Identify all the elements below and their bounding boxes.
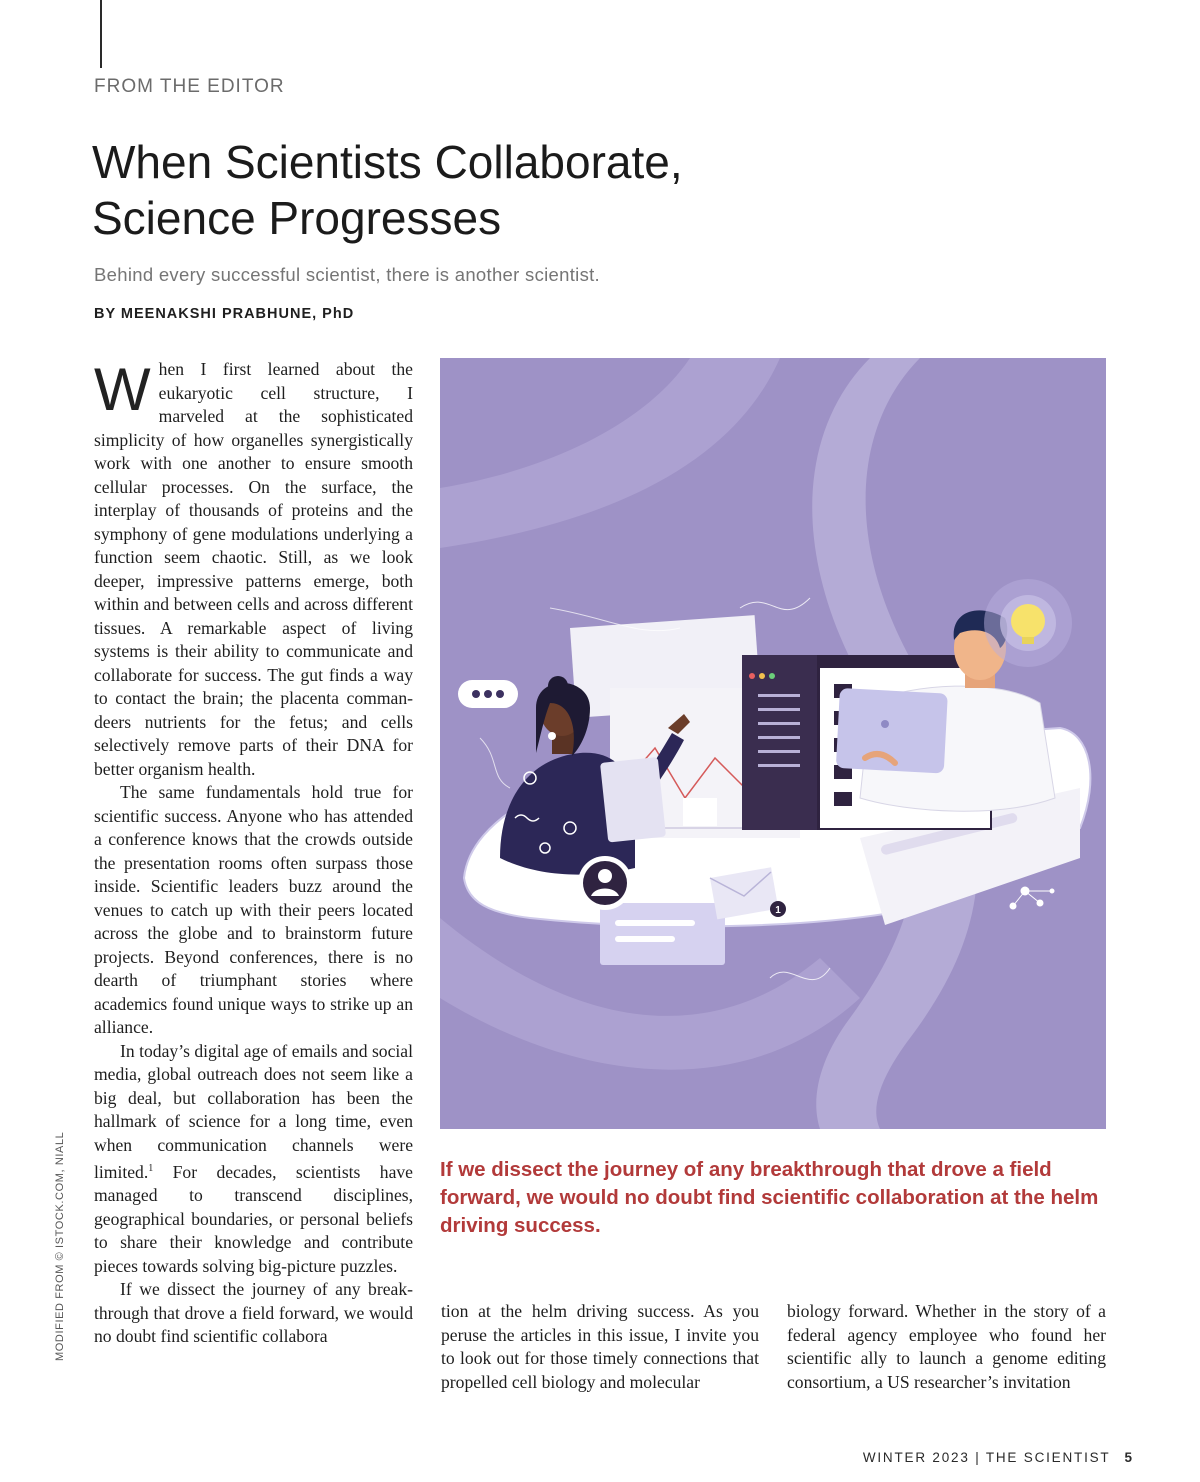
article-subtitle: Behind every successful scientist, there is another scientist. <box>94 264 600 285</box>
light-bulb-icon <box>1011 604 1045 638</box>
paragraph-2: The same fundamentals hold true for scientific success. Anyone who has attended a conference knows that the crowds outside the presentation rooms often surpass those inside. Scientific leaders buzz around the venues to catch up with their peers located across the globe and to brainstorm future projects. Beyond conferences, there is no dearth of triumphant stories where academics found unique ways to strike up an alliance. <box>94 782 413 1037</box>
app-sidebar <box>742 655 817 830</box>
window-max-dot <box>769 673 775 679</box>
image-credit-text: MODIFIED FROM © ISTOCK.COM, NIALL <box>54 1131 66 1361</box>
section-label: FROM THE EDITOR <box>94 76 285 97</box>
paragraph-1 <box>94 358 413 781</box>
issue-label: WINTER 2023 | THE SCIENTIST <box>862 1450 1111 1465</box>
pull-quote: If we dissect the journey of any breakthrough that drove a field forward, we would no doubt find scientific collaboration at the helm driving success. <box>440 1158 1099 1237</box>
header-rule <box>100 0 102 68</box>
paragraph-3 <box>94 1040 413 1279</box>
drop-cap: W <box>94 356 151 423</box>
notification-count: 1 <box>775 905 781 916</box>
paragraph-4: If we dissect the journey of any breakthrough that drove a field forward, we would no doubt find scientific collabora <box>94 1279 413 1347</box>
floating-card-bottom <box>600 903 725 965</box>
article-column-3 <box>787 1300 1106 1394</box>
title-line-2: Science Progresses <box>92 192 502 244</box>
paragraph-3-text-b: For decades, scientists have managed to transcend disciplines, geographical boundaries, or personal beliefs to share their knowledge and contribute pieces towards solving big-picture puzzles. <box>94 1161 413 1276</box>
title-line-1: When Scientists Collaborate, <box>92 136 683 188</box>
article-column-1 <box>94 358 413 1349</box>
paragraph-3-text-a: In today’s digital age of emails and social media, global outreach does not seem like a big deal, but collaboration has been the hallmark of science for a long time, even when communication channels were limited. <box>94 1040 413 1182</box>
paragraph-1-text: hen I first learned about the eukaryotic cell structure, I marveled at the sophisticated simplicity of how organelles synergistically work with one another to ensure smooth cellular processes. On the surface, the interplay of thousands of proteins and the symphony of gene modulations underlying a function seem chaotic. Still, as we look deeper, impressive patterns emerge, both within and between cells and across different tissues. A remarkable aspect of living systems is their ability to communicate and collaborate for success. The gut finds a way to contact the brain; the placenta commandeers nutrients for the fetus; and cells selectively remove parts of their DNA for better organism health. <box>94 359 413 779</box>
page-footer <box>863 1450 1132 1465</box>
article-column-2 <box>441 1300 759 1394</box>
page-number: 5 <box>1124 1450 1132 1465</box>
image-credit <box>54 1131 72 1361</box>
window-min-dot <box>759 673 765 679</box>
byline: BY MEENAKSHI PRABHUNE, PhD <box>94 306 355 322</box>
window-close-dot <box>749 673 755 679</box>
document-icon <box>683 798 717 826</box>
column-3-text: biology forward. Whether in the story of a federal agency employee who found her scientific ally to launch a genome editing consortium, a US researcher’s invitation <box>787 1301 1106 1392</box>
article-title <box>92 134 912 246</box>
collaboration-illustration <box>440 358 1106 1129</box>
column-2-text: tion at the helm driving success. As you peruse the articles in this issue, I invite you to look out for those timely connections that propelled cell biology and molecular <box>441 1301 759 1392</box>
footnote-ref: 1 <box>148 1163 154 1174</box>
